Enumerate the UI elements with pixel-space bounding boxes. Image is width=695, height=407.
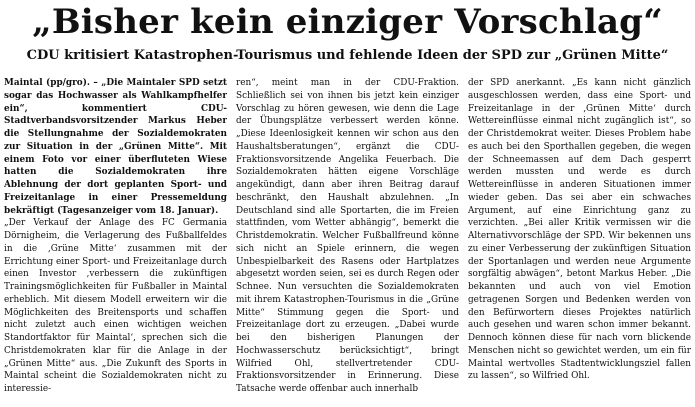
- article-column-3: [468, 77, 691, 407]
- article-paragraph: „Der Verkauf der Anlage des FC Germania Dörnigheim, die Verlagerung des Fußballfeldes in die ‚Grüne Mitte‘ zusammen mit der Errichtung einer Sport- und Freizeitanlage durch einen Investor ‚verbessern die zukünftigen Trainingsmöglichkeiten für Fußballer in Maintal erheblich. Mit diesem Modell erweitern wir die Möglichkeiten des Breitensports und schaffen nicht zuletzt auch einen wichtigen weichen Standortfaktor für Maintal‘, sprechen sich die Christdemokraten klar für die Anlage in der „Grünen Mitte“ aus. „Die Zukunft des Sports in Maintal scheint die Sozialdemokraten nicht zu interessie-: [4, 218, 227, 394]
- article-paragraph: der SPD anerkannt. „Es kann nicht gänzlich ausgeschlossen werden, dass eine Sport- und Freizeitanlage in der ‚Grünen Mitte‘ durch Wettereinflüsse einmal nicht zugänglich ist“, so der Christdemokrat weiter. Dieses Problem habe es auch bei den Sporthallen gegeben, die wegen der Schneemassen auf dem Dach gesperrt werden mussten und werde es durch Wettereinflüsse in anderen Situationen immer wieder geben. Das sei aber ein schwaches Argument, auf eine Einrichtung ganz zu verzichten. „Bei aller Kritik vermissen wir die Alternativvorschläge der SPD. Wir bekennen uns zu einer Verbesserung der zukünftigen Situation der Sportanlagen und werden neue Argumente sorgfältig abwägen“, betont Markus Heber. „Die bekannten und auch von viel Emotion getragenen Sorgen und Bedenken werden von den Befürwortern dieses Projektes natürlich auch gesehen und waren schon immer bekannt. Dennoch können diese für nach vorn blickende Menschen nicht so gewichtet werden, um ein für Maintal wertvolles Stadtentwicklungsziel fallen zu lassen“, so Wilfried Ohl.: [468, 78, 691, 382]
- article-body: [4, 77, 692, 407]
- article-column-1: [4, 77, 227, 407]
- article-headline: „Bisher kein einziger Vorschlag“: [32, 2, 663, 42]
- article-paragraph: ren“, meint man in der CDU-Fraktion. Schließlich sei von ihnen bis jetzt kein einziger Vorschlag zu hören gewesen, wie denn die Lage der Übungsplätze verbessert werden könne. „Diese Ideenlosigkeit kennen wir schon aus den Haushaltsberatungen“, ergänzt die CDU-Fraktionsvorsitzende Angelika Feuerbach. Die Sozialdemokraten hätten eigene Vorschläge angekündigt, dann aber ihren Beitrag darauf beschränkt, den Haushalt abzulehnen. „In Deutschland sind alle Sportarten, die im Freien stattfinden, vom Wetter abhängig“, bemerkt die Christdemokratin. Welcher Fußballfreund könne sich nicht an Spiele erinnern, die wegen Unbespielbarkeit des Rasens oder Hartplatzes abgesetzt worden seien, sei es durch Regen oder Schnee. Nun versuchten die Sozialdemokraten mit ihrem Katastrophen-Tourismus in die „Grüne Mitte“ Stimmung gegen die Sport- und Freizeitanlage dort zu erzeugen. „Dabei wurde bei den bisherigen Planungen der Hochwasserschutz berücksichtigt“, bringt Wilfried Ohl, stellvertretender CDU-Fraktionsvorsitzender in Erinnerung. Diese Tatsache werde offenbar auch innerhalb: [236, 78, 459, 394]
- article-lead-paragraph: Maintal (pp/gro). – „Die Maintaler SPD setzt sogar das Hochwasser als Wahlkampfhelfer ein“, kommentiert CDU-Stadtverbandsvorsitzender Markus Heber die Stellungnahme der Sozialdemokraten zur Situation in der „Grünen Mitte“. Mit einem Foto vor einer überfluteten Wiese hatten die Sozialdemokraten ihre Ablehnung der dort geplanten Sport- und Freizeitanlage in einer Pressemeldung bekräftigt (Tagesanzeiger vom 18. Januar).: [4, 78, 227, 216]
- article-column-2: [236, 77, 459, 407]
- article-subheadline: CDU kritisiert Katastrophen-Tourismus und fehlende Ideen der SPD zur „Grünen Mitte“: [26, 48, 669, 63]
